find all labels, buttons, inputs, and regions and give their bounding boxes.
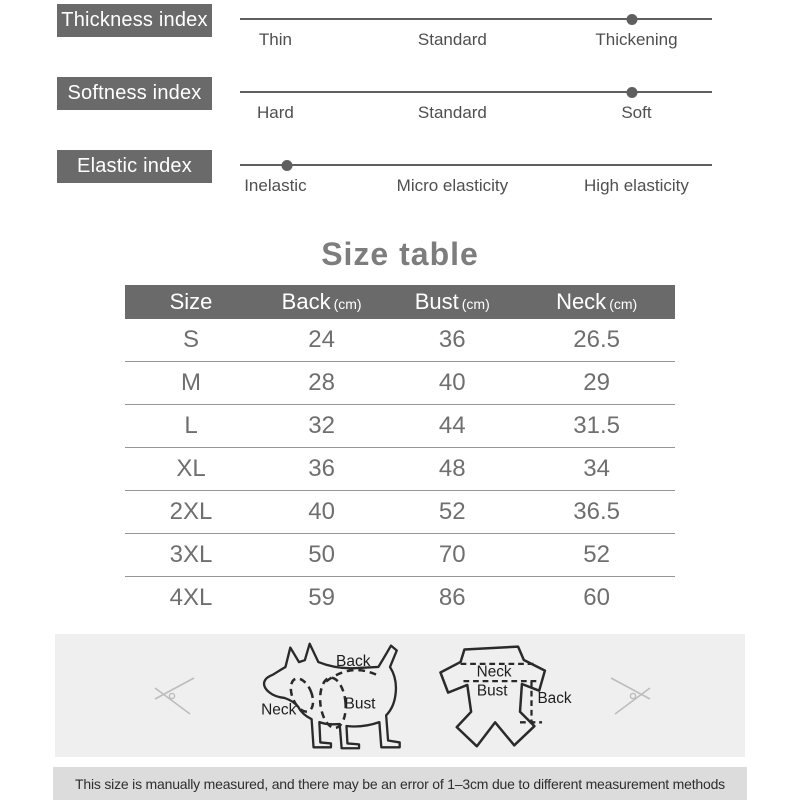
table-row (125, 362, 675, 405)
back-value: 32 (308, 412, 335, 439)
bust-value: 70 (438, 541, 466, 568)
neck-value: 29 (583, 369, 610, 396)
scale-line (240, 91, 712, 93)
garment-measurement-diagram (417, 638, 577, 753)
scale-option: Soft (621, 103, 652, 122)
neck-value: 52 (583, 541, 610, 568)
neck-value: 31.5 (573, 412, 620, 439)
unit-label: (cm) (333, 296, 362, 312)
scale-option: Standard (417, 30, 487, 49)
elastic-index-label: Elastic index (57, 150, 212, 183)
back-value: 59 (308, 584, 335, 611)
scale-option: Hard (256, 103, 294, 122)
table-row (125, 405, 675, 448)
size-value: XL (176, 455, 206, 482)
elastic-index-row (0, 146, 800, 216)
scale-option: High elasticity (584, 176, 689, 195)
size-value: S (182, 326, 199, 353)
neck-value: 34 (583, 455, 610, 482)
scale-option: Inelastic (244, 176, 307, 195)
back-value: 50 (308, 541, 335, 568)
elastic-index-scale (240, 146, 712, 216)
thickness-index-scale (240, 0, 712, 70)
scale-option: Thickening (595, 30, 678, 49)
unit-label: (cm) (461, 296, 490, 312)
size-value: M (181, 369, 201, 396)
softness-index-scale (240, 73, 712, 143)
column-header-neck: Neck (cm) (556, 289, 638, 314)
size-value: 2XL (169, 498, 213, 525)
dog-neck-label: Neck (261, 701, 297, 719)
column-header-back: Back (cm) (281, 289, 362, 314)
softness-index-label: Softness index (57, 77, 212, 110)
dog-back-label: Back (336, 652, 371, 670)
cut-mark-icon (603, 672, 658, 720)
neck-value: 26.5 (573, 326, 620, 353)
dog-measurement-diagram (240, 635, 420, 756)
back-value: 24 (308, 326, 335, 353)
garment-bust-label: Bust (476, 682, 508, 700)
size-value: L (184, 412, 198, 439)
measurement-disclaimer: This size is manually measured, and there may be an error of 1–3cm due to different measurement methods (53, 767, 747, 800)
scale-dot-indicator (626, 87, 637, 98)
softness-index-row (0, 73, 800, 143)
scale-option: Micro elasticity (396, 176, 509, 195)
bust-value: 44 (438, 412, 466, 439)
size-table (125, 285, 675, 619)
unit-label: (cm) (609, 296, 638, 312)
bust-value: 40 (438, 369, 466, 396)
thickness-index-row (0, 0, 800, 70)
scale-option: Standard (417, 103, 487, 122)
bust-value: 36 (438, 326, 466, 353)
size-table-title: Size table (321, 236, 479, 272)
garment-neck-label: Neck (476, 663, 512, 681)
neck-value: 60 (583, 584, 610, 611)
scale-dot-indicator (282, 160, 293, 171)
size-value: 4XL (169, 584, 213, 611)
dog-outline (264, 644, 400, 749)
dog-bust-label: Bust (344, 695, 376, 713)
table-row (125, 534, 675, 577)
table-row (125, 491, 675, 534)
garment-back-label: Back (537, 690, 572, 708)
scale-line (240, 164, 712, 166)
neck-value: 36.5 (573, 498, 620, 525)
table-row (125, 448, 675, 491)
table-row (125, 319, 675, 362)
measurement-diagram-panel (55, 634, 745, 757)
size-value: 3XL (169, 541, 213, 568)
scale-line (240, 18, 712, 20)
cut-mark-icon (147, 672, 202, 720)
back-value: 40 (308, 498, 335, 525)
bust-measure-line (318, 676, 348, 729)
back-value: 28 (308, 369, 335, 396)
bust-value: 52 (438, 498, 466, 525)
back-value: 36 (308, 455, 335, 482)
scale-dot-indicator (626, 14, 637, 25)
thickness-index-label: Thickness index (57, 4, 212, 37)
table-row (125, 577, 675, 619)
size-table-header-row (125, 285, 675, 319)
column-header-size: Size (169, 289, 213, 314)
scale-option: Thin (258, 30, 292, 49)
column-header-bust: Bust (cm) (414, 289, 490, 314)
bust-value: 86 (438, 584, 466, 611)
bust-value: 48 (438, 455, 466, 482)
